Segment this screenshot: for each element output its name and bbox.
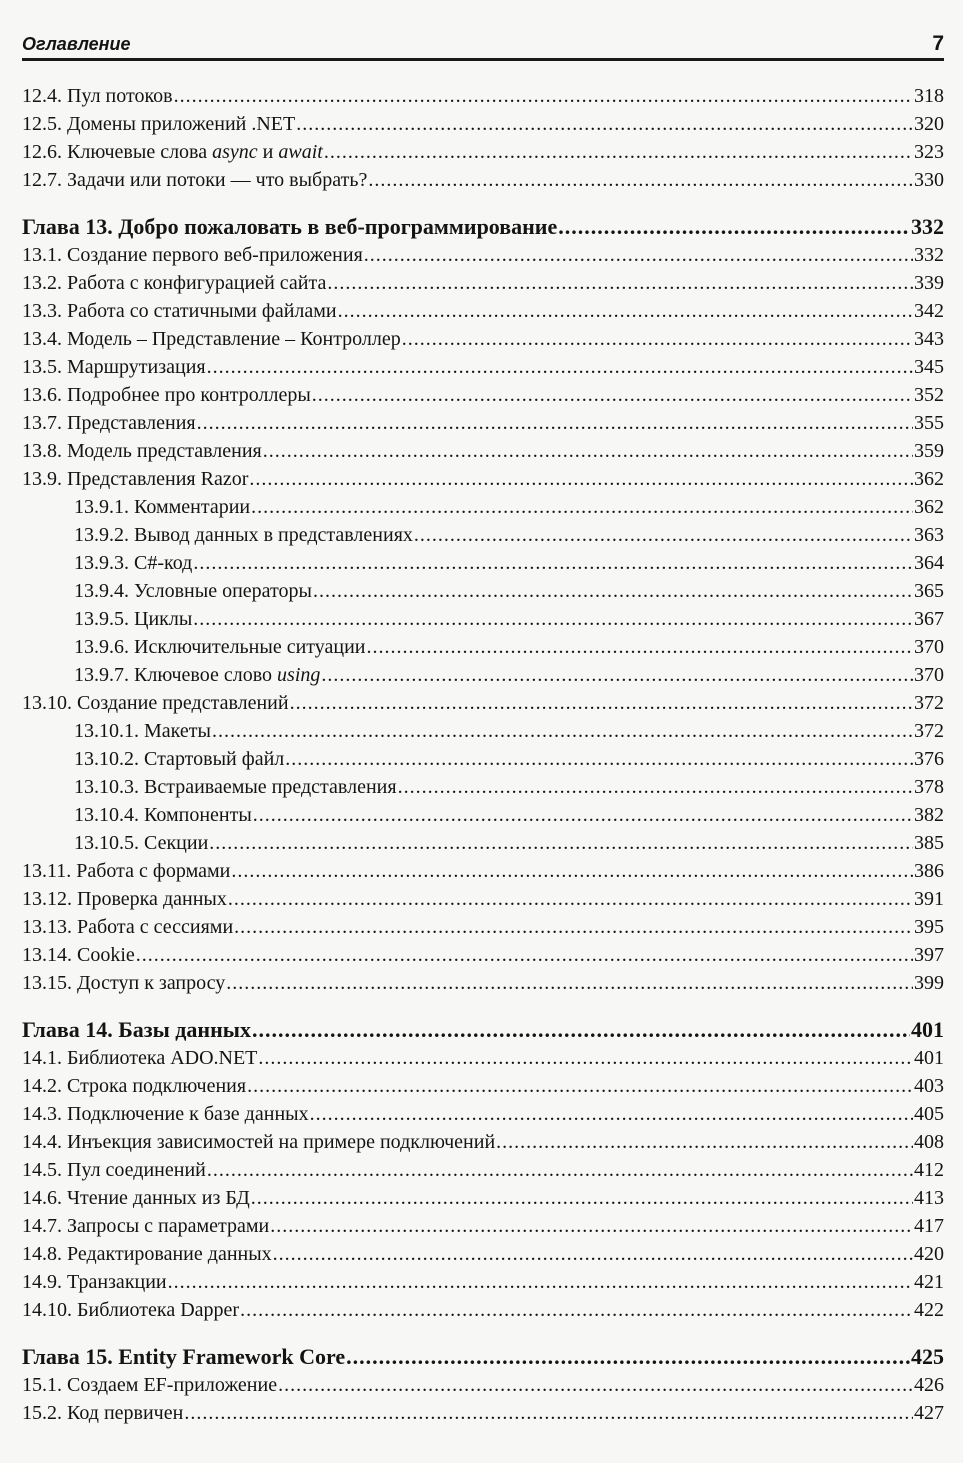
running-header — [22, 28, 944, 61]
toc-entry — [22, 969, 944, 997]
toc-entry-label: 13.15. Доступ к запросу — [22, 972, 226, 994]
leader-dots — [558, 213, 910, 241]
toc-entry-page: 370 — [914, 636, 944, 658]
toc-entry-label: 13.10.3. Встраиваемые представления — [74, 776, 397, 798]
toc-entry-label: 12.4. Пул потоков — [22, 85, 173, 107]
toc-entry — [22, 437, 944, 465]
toc-entry — [22, 689, 944, 717]
toc-entry — [22, 885, 944, 913]
leader-dots — [290, 689, 913, 717]
toc-entry-page: 359 — [914, 440, 944, 462]
leader-dots — [338, 297, 913, 325]
leader-dots — [253, 801, 913, 829]
leader-dots — [285, 745, 913, 773]
toc-entry — [22, 409, 944, 437]
toc-entry — [22, 1212, 944, 1240]
toc-entry — [22, 1072, 944, 1100]
toc-entry — [22, 1100, 944, 1128]
leader-dots — [273, 1240, 913, 1268]
toc-entry-label: 13.9. Представления Razor — [22, 468, 249, 490]
toc-subentry — [22, 773, 944, 801]
header-title: Оглавление — [22, 34, 131, 54]
toc-entry-label: 12.5. Домены приложений .NET — [22, 113, 296, 135]
toc-entry-label: 14.3. Подключение к базе данных — [22, 1103, 309, 1125]
leader-dots — [207, 353, 913, 381]
toc-entry-label: 14.6. Чтение данных из БД — [22, 1187, 250, 1209]
toc-entry-label: 13.2. Работа с конфигурацией сайта — [22, 272, 327, 294]
leader-dots — [402, 325, 913, 353]
leader-dots — [184, 1399, 913, 1427]
toc-entry-label: 13.6. Подробнее про контроллеры — [22, 384, 311, 406]
toc-entry-page: 426 — [914, 1374, 944, 1396]
toc-chapter — [22, 213, 944, 241]
toc-entry — [22, 1296, 944, 1324]
leader-dots — [414, 521, 913, 549]
toc-entry — [22, 381, 944, 409]
toc-entry-page: 355 — [914, 412, 944, 434]
toc-entry — [22, 82, 944, 110]
leader-dots — [209, 829, 913, 857]
toc-entry — [22, 1240, 944, 1268]
toc-entry — [22, 166, 944, 194]
chapter-spacer — [22, 194, 944, 213]
toc-entry-label: 12.7. Задачи или потоки — что выбрать? — [22, 169, 368, 191]
toc-entry-page: 362 — [914, 468, 944, 490]
toc-entry-label: 13.9.4. Условные операторы — [74, 580, 312, 602]
toc-subentry — [22, 829, 944, 857]
toc-entry-page: 320 — [914, 113, 944, 135]
toc-entry-page: 372 — [914, 720, 944, 742]
toc-entry — [22, 353, 944, 381]
toc-entry-page: 363 — [914, 524, 944, 546]
toc-subentry — [22, 661, 944, 689]
toc-entry-label: 14.1. Библиотека ADO.NET — [22, 1047, 258, 1069]
toc-chapter — [22, 1343, 944, 1371]
leader-dots — [168, 1268, 913, 1296]
toc-entry-page: 370 — [914, 664, 944, 686]
toc-entry — [22, 1156, 944, 1184]
toc-entry-label: 13.9.3. C#-код — [74, 552, 193, 574]
toc-subentry — [22, 605, 944, 633]
toc-entry — [22, 1268, 944, 1296]
toc-entry-page: 391 — [914, 888, 944, 910]
toc-entry-page: 364 — [914, 552, 944, 574]
toc-entry-page: 352 — [914, 384, 944, 406]
leader-dots — [136, 941, 913, 969]
toc-entry-label: 13.7. Представления — [22, 412, 196, 434]
leader-dots — [252, 1016, 910, 1044]
toc-subentry — [22, 549, 944, 577]
toc-entry-page: 376 — [914, 748, 944, 770]
toc-entry — [22, 1184, 944, 1212]
toc-subentry — [22, 745, 944, 773]
toc-entry-label: 13.10.4. Компоненты — [74, 804, 252, 826]
toc-entry-page: 399 — [914, 972, 944, 994]
toc-entry-page: 417 — [914, 1215, 944, 1237]
leader-dots — [228, 885, 913, 913]
leader-dots — [310, 1100, 913, 1128]
toc-entry — [22, 465, 944, 493]
toc-entry-page: 339 — [914, 272, 944, 294]
toc-entry-page: 405 — [914, 1103, 944, 1125]
toc-entry-page: 318 — [914, 85, 944, 107]
toc-entry — [22, 138, 944, 166]
toc-entry-page: 427 — [914, 1402, 944, 1424]
toc-entry-page: 421 — [914, 1271, 944, 1293]
toc-entry-page: 378 — [914, 776, 944, 798]
leader-dots — [193, 605, 913, 633]
toc-entry-label: 13.14. Cookie — [22, 944, 135, 966]
table-of-contents — [22, 82, 944, 1427]
toc-entry-label: 15.1. Создаем EF-приложение — [22, 1374, 278, 1396]
leader-dots — [240, 1296, 913, 1324]
leader-dots — [398, 773, 913, 801]
leader-dots — [368, 166, 913, 194]
toc-entry-label: 13.12. Проверка данных — [22, 888, 227, 910]
toc-entry-label: 14.10. Библиотека Dapper — [22, 1299, 240, 1321]
leader-dots — [207, 1156, 913, 1184]
toc-entry-page: 332 — [914, 244, 944, 266]
toc-entry-label: 13.9.6. Исключительные ситуации — [74, 636, 366, 658]
toc-entry-label: 13.10.2. Стартовый файл — [74, 748, 285, 770]
toc-entry-page: 413 — [914, 1187, 944, 1209]
toc-subentry — [22, 493, 944, 521]
leader-dots — [346, 1343, 910, 1371]
toc-entry-page: 365 — [914, 580, 944, 602]
toc-subentry — [22, 633, 944, 661]
leader-dots — [234, 913, 913, 941]
leader-dots — [278, 1371, 913, 1399]
leader-dots — [324, 138, 913, 166]
toc-entry — [22, 297, 944, 325]
toc-entry-label: 13.9.7. Ключевое слово using — [74, 664, 321, 686]
toc-entry — [22, 269, 944, 297]
leader-dots — [193, 549, 913, 577]
toc-entry-label: 13.9.1. Комментарии — [74, 496, 251, 518]
toc-entry-page: 395 — [914, 916, 944, 938]
toc-entry — [22, 110, 944, 138]
toc-entry-label: 13.9.2. Вывод данных в представлениях — [74, 524, 413, 546]
leader-dots — [251, 493, 913, 521]
toc-chapter-page: 425 — [911, 1344, 944, 1369]
toc-entry-page: 372 — [914, 692, 944, 714]
toc-entry-page: 401 — [914, 1047, 944, 1069]
leader-dots — [270, 1212, 913, 1240]
toc-entry — [22, 1128, 944, 1156]
toc-subentry — [22, 801, 944, 829]
chapter-spacer — [22, 997, 944, 1016]
leader-dots — [174, 82, 913, 110]
toc-entry-label: 15.2. Код первичен — [22, 1402, 184, 1424]
toc-entry-label: 13.9.5. Циклы — [74, 608, 193, 630]
toc-entry-page: 403 — [914, 1075, 944, 1097]
leader-dots — [312, 381, 913, 409]
toc-entry-page: 397 — [914, 944, 944, 966]
toc-entry-label: 14.9. Транзакции — [22, 1271, 167, 1293]
toc-entry-label: 13.11. Работа с формами — [22, 860, 231, 882]
toc-entry — [22, 913, 944, 941]
toc-entry-label: 13.3. Работа со статичными файлами — [22, 300, 337, 322]
toc-entry-label: 14.8. Редактирование данных — [22, 1243, 272, 1265]
toc-entry-page: 330 — [914, 169, 944, 191]
toc-chapter-label: Глава 13. Добро пожаловать в веб-программирование — [22, 214, 558, 239]
toc-chapter-page: 401 — [911, 1017, 944, 1042]
toc-entry-page: 382 — [914, 804, 944, 826]
toc-entry-page: 323 — [914, 141, 944, 163]
toc-entry — [22, 857, 944, 885]
toc-entry-label: 13.10.1. Макеты — [74, 720, 211, 742]
leader-dots — [212, 717, 913, 745]
leader-dots — [321, 661, 913, 689]
toc-entry — [22, 1399, 944, 1427]
leader-dots — [197, 409, 913, 437]
toc-entry-page: 343 — [914, 328, 944, 350]
toc-entry-page: 362 — [914, 496, 944, 518]
leader-dots — [496, 1128, 913, 1156]
toc-entry-label: 14.7. Запросы с параметрами — [22, 1215, 270, 1237]
toc-entry-label: 13.10.5. Секции — [74, 832, 209, 854]
toc-entry-label: 13.8. Модель представления — [22, 440, 262, 462]
chapter-spacer — [22, 1324, 944, 1343]
toc-entry-page: 408 — [914, 1131, 944, 1153]
leader-dots — [247, 1072, 913, 1100]
toc-entry-label: 14.4. Инъекция зависимостей на примере подключений — [22, 1131, 496, 1153]
toc-chapter-label: Глава 14. Базы данных — [22, 1017, 251, 1042]
leader-dots — [313, 577, 913, 605]
toc-entry-label: 14.2. Строка подключения — [22, 1075, 247, 1097]
toc-entry-label: 13.10. Создание представлений — [22, 692, 289, 714]
toc-entry — [22, 241, 944, 269]
leader-dots — [258, 1044, 913, 1072]
toc-entry — [22, 1371, 944, 1399]
leader-dots — [327, 269, 913, 297]
toc-entry-page: 342 — [914, 300, 944, 322]
toc-subentry — [22, 521, 944, 549]
toc-entry-page: 385 — [914, 832, 944, 854]
toc-entry — [22, 325, 944, 353]
header-page-number: 7 — [932, 32, 944, 55]
toc-entry-page: 367 — [914, 608, 944, 630]
toc-entry-page: 420 — [914, 1243, 944, 1265]
toc-entry-label: 13.4. Модель – Представление – Контроллер — [22, 328, 401, 350]
toc-entry-label: 14.5. Пул соединений — [22, 1159, 206, 1181]
toc-entry-page: 345 — [914, 356, 944, 378]
toc-entry-label: 13.1. Создание первого веб-приложения — [22, 244, 363, 266]
toc-entry — [22, 941, 944, 969]
leader-dots — [263, 437, 913, 465]
leader-dots — [231, 857, 913, 885]
toc-entry-page: 412 — [914, 1159, 944, 1181]
toc-chapter — [22, 1016, 944, 1044]
toc-chapter-label: Глава 15. Entity Framework Core — [22, 1344, 346, 1369]
toc-entry-label: 13.5. Маршрутизация — [22, 356, 206, 378]
toc-entry-label: 13.13. Работа с сессиями — [22, 916, 234, 938]
leader-dots — [226, 969, 913, 997]
toc-chapter-page: 332 — [911, 214, 944, 239]
toc-entry-page: 386 — [914, 860, 944, 882]
toc-entry — [22, 1044, 944, 1072]
leader-dots — [251, 1184, 913, 1212]
toc-subentry — [22, 577, 944, 605]
toc-entry-page: 422 — [914, 1299, 944, 1321]
leader-dots — [249, 465, 913, 493]
toc-entry-label: 12.6. Ключевые слова async и await — [22, 141, 323, 163]
leader-dots — [296, 110, 913, 138]
toc-subentry — [22, 717, 944, 745]
leader-dots — [364, 241, 913, 269]
leader-dots — [366, 633, 913, 661]
